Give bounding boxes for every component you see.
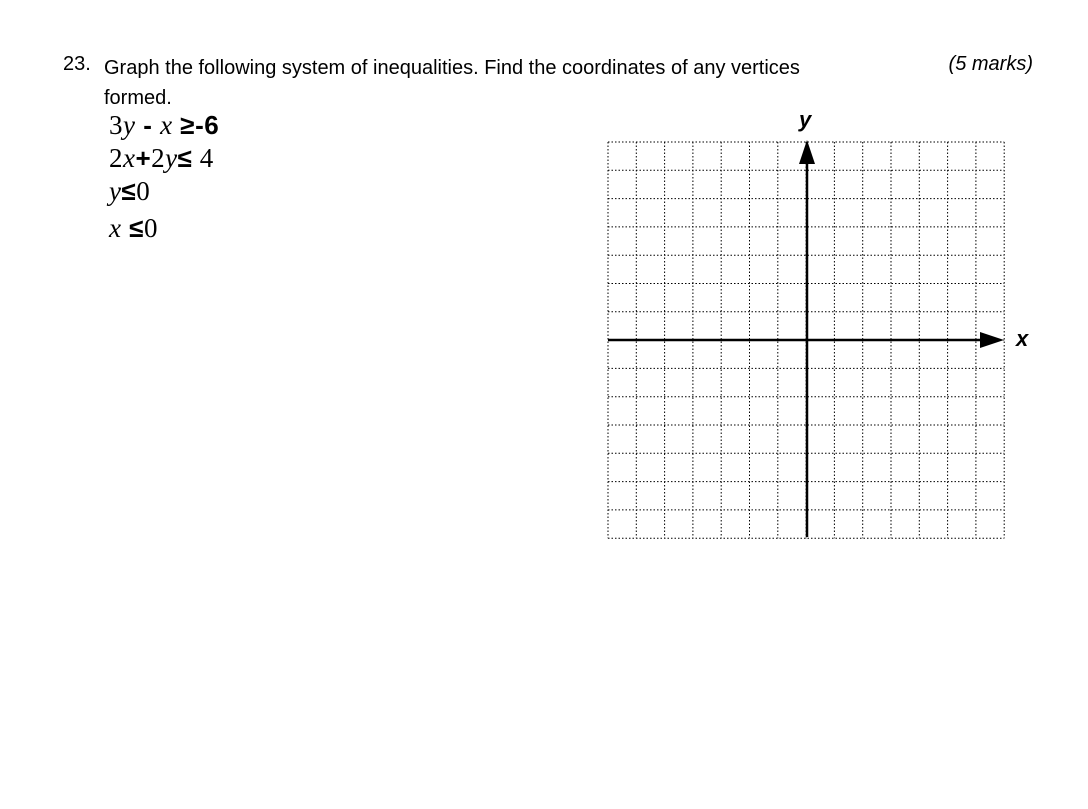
question-text: Graph the following system of inequalities. Find the coordinates of any vertices formed. [104, 57, 800, 109]
y-axis-arrow [799, 140, 815, 164]
y-axis-label: y [799, 107, 812, 132]
x-axis-label: x [1016, 326, 1029, 351]
question-marks: (5 marks) [948, 53, 1033, 75]
inequality-1: 3y - x ≥-6 [109, 110, 220, 140]
question-number: 23. [63, 53, 91, 75]
inequality-4: x ≤0 [109, 213, 158, 243]
coordinate-grid [600, 100, 1045, 545]
inequality-2: 2x+2y≤ 4 [109, 143, 214, 173]
x-axis-arrow [980, 332, 1004, 348]
inequality-3: y≤0 [109, 176, 151, 206]
